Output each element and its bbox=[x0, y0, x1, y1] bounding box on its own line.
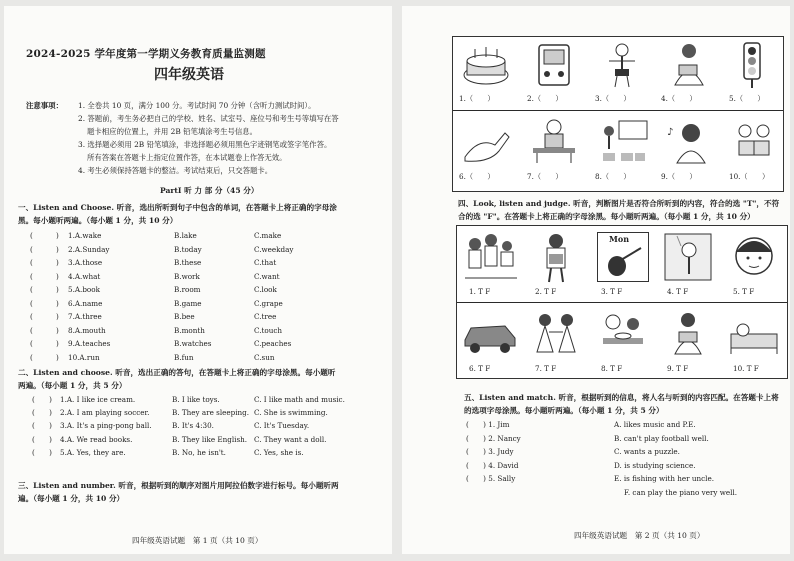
exam-header-title: 2024-2025 学年度第一学期义务教育质量监测题 bbox=[26, 48, 266, 60]
match-option-item: B. can't play football well. bbox=[614, 433, 709, 443]
section5-title-cont: 的选项字母涂黑。每小题听两遍。（每小题 1 分，共 5 分） bbox=[464, 406, 664, 415]
option-a: 5.A. Yes, they are. bbox=[60, 447, 126, 457]
kids-eating-icon bbox=[593, 308, 651, 358]
option-a: 10.A.run bbox=[68, 352, 100, 362]
option-a: 3.A.those bbox=[68, 258, 103, 267]
reading-person-icon bbox=[661, 41, 715, 89]
option-a: 4.A. We read books. bbox=[60, 434, 133, 444]
answer-bracket: ( ) bbox=[32, 447, 52, 457]
option-c: C.sun bbox=[254, 352, 275, 362]
option-c: C. Yes, she is. bbox=[254, 447, 304, 457]
answer-bracket-open: ( bbox=[30, 244, 33, 254]
option-a: 3.A. It's a ping-pong ball. bbox=[60, 421, 152, 431]
violin-icon bbox=[601, 246, 645, 278]
option-b: B.fun bbox=[174, 352, 194, 362]
girl-reading-icon bbox=[659, 308, 717, 358]
match-name-item: ( ) 1. Jim bbox=[466, 420, 510, 429]
option-a: 8.A.mouth bbox=[68, 325, 106, 335]
section3-title: 三、Listen and number. 听音，根据听到的顺序对图片用阿拉伯数字进行标号。每小题听两 bbox=[18, 481, 339, 490]
answer-bracket-close: ) bbox=[56, 244, 59, 254]
section3-title-cont: 遍。（每小题 1 分，共 10 分） bbox=[18, 494, 125, 503]
option-b: B.game bbox=[174, 298, 202, 308]
option-b: B. No, he isn't. bbox=[172, 447, 226, 457]
option-b: B.work bbox=[174, 271, 200, 281]
option-b: B.lake bbox=[174, 231, 197, 240]
monday-violin-card bbox=[593, 230, 651, 284]
option-b: B.bee bbox=[174, 312, 195, 321]
kids-dancing-icon bbox=[527, 308, 585, 358]
option-c: C.grape bbox=[254, 298, 283, 308]
answer-bracket-open: ( bbox=[30, 339, 33, 348]
picture-number-label: 5.（ ） bbox=[729, 94, 765, 103]
option-a: 6.A.name bbox=[68, 298, 103, 308]
game-console-icon bbox=[527, 41, 581, 89]
answer-bracket-open: ( bbox=[30, 352, 33, 362]
option-c: C.want bbox=[254, 271, 280, 281]
option-c: C.weekday bbox=[254, 244, 294, 254]
answer-bracket-close: ) bbox=[56, 325, 59, 335]
car-icon bbox=[461, 308, 519, 358]
section2-title: 二、Listen and choose. 听音，选出正确的答句，在答题卡上将正确的字母涂黑。每小题听 bbox=[18, 368, 336, 377]
match-option-item: E. is fishing with her uncle. bbox=[614, 474, 714, 483]
match-option-item: C. wants a puzzle. bbox=[614, 447, 680, 456]
option-c: C.that bbox=[254, 258, 277, 267]
picture-number-label: 2.（ ） bbox=[527, 94, 563, 103]
match-option-item: F. can play the piano very well. bbox=[624, 487, 738, 497]
answer-bracket: ( ) bbox=[32, 395, 52, 404]
true-false-label: 5. T F bbox=[733, 287, 755, 296]
answer-bracket: ( ) bbox=[32, 421, 52, 431]
answer-bracket-open: ( bbox=[30, 285, 33, 294]
answer-bracket-close: ) bbox=[56, 352, 59, 362]
girl-face-icon bbox=[725, 230, 783, 284]
option-b: B. It's 4:30. bbox=[172, 421, 214, 431]
true-false-label: 10. T F bbox=[733, 364, 759, 373]
kids-reading-icon bbox=[729, 117, 779, 165]
picture-number-label: 4.（ ） bbox=[661, 94, 697, 103]
option-c: C. I like math and music. bbox=[254, 395, 345, 404]
answer-bracket-open: ( bbox=[30, 298, 33, 308]
option-c: C.peaches bbox=[254, 339, 292, 348]
match-name-item: ( ) 5. Sally bbox=[466, 474, 516, 483]
picture-number-label: 8.（ ） bbox=[595, 172, 631, 181]
picture-number-label: 1.（ ） bbox=[459, 94, 495, 103]
answer-bracket: ( ) bbox=[32, 434, 52, 444]
match-name-item: ( ) 3. Judy bbox=[466, 447, 514, 456]
option-a: 1.A.wake bbox=[68, 231, 102, 240]
option-b: B. They are sleeping. bbox=[172, 408, 250, 418]
picture-number-label: 6.（ ） bbox=[459, 172, 495, 181]
true-false-label: 9. T F bbox=[667, 364, 689, 373]
option-b: B.these bbox=[174, 258, 202, 267]
boy-at-desk-icon bbox=[527, 117, 581, 165]
option-c: C.touch bbox=[254, 325, 283, 335]
option-a: 2.A. I am playing soccer. bbox=[60, 408, 150, 418]
answer-bracket-close: ) bbox=[56, 285, 59, 294]
note-line: 题卡相应的位置上，并用 2B 铅笔填涂考生号信息。 bbox=[87, 127, 258, 136]
girl-singing-icon bbox=[661, 117, 715, 165]
hand-writing-icon bbox=[459, 117, 513, 165]
answer-bracket-close: ) bbox=[56, 271, 59, 281]
answer-bracket-close: ) bbox=[56, 298, 59, 308]
section1-title-cont: 黑。每小题听两遍。（每小题 1 分，共 10 分） bbox=[18, 216, 178, 225]
page-footer: 四年级英语试题 第 1 页（共 10 页） bbox=[132, 536, 263, 545]
note-line: 所有答案在答题卡上指定位置作答，在本试题卷上作答无效。 bbox=[87, 153, 287, 162]
option-b: B.watches bbox=[174, 339, 212, 348]
answer-bracket: ( ) bbox=[32, 408, 52, 418]
picture-number-label: 3.（ ） bbox=[595, 94, 631, 103]
section4-title-cont: 合的选 "F"。在答题卡上将正确的字母涂黑。每小题听两遍。（每小题 1 分，共 10 分） bbox=[458, 212, 755, 221]
answer-bracket-open: ( bbox=[30, 312, 33, 321]
answer-bracket-close: ) bbox=[56, 231, 59, 240]
option-a: 1.A. I like ice cream. bbox=[60, 395, 136, 404]
option-a: 5.A.book bbox=[68, 285, 100, 294]
section5-title: 五、Listen and match. 听音，根据听到的信息，将人名与听到的内容匹配。在答题卡上将 bbox=[464, 393, 779, 402]
answer-bracket-close: ) bbox=[56, 339, 59, 348]
answer-bracket-close: ) bbox=[56, 258, 59, 267]
mon-label: Mon bbox=[609, 234, 630, 244]
subject-title: 四年级英语 bbox=[154, 67, 224, 83]
section4-title: 四、Look, listen and judge. 听音，判断图片是否符合所听到的内容，符合的选 "T"，不符 bbox=[458, 199, 780, 208]
option-c: C.look bbox=[254, 285, 277, 294]
boy-swimming-trunks-icon bbox=[595, 41, 649, 89]
option-b: B.today bbox=[174, 244, 202, 254]
answer-bracket-open: ( bbox=[30, 231, 33, 240]
true-false-label: 2. T F bbox=[535, 287, 557, 296]
part1-title: PartⅠ 听 力 部 分（45 分） bbox=[160, 186, 259, 195]
match-option-item: A. likes music and P.E. bbox=[614, 420, 696, 429]
match-option-item: D. is studying science. bbox=[614, 460, 696, 470]
note-line: 2. 答题前，考生务必把自己的学校、姓名、试室号、座位号和考生号等填写在答 bbox=[78, 114, 339, 123]
section1-title: 一、Listen and Choose. 听音，选出所听到句子中包含的单词，在答题卡上将正确的字母涂 bbox=[18, 203, 337, 212]
traffic-light-icon bbox=[729, 41, 779, 89]
note-line: 1. 全卷共 10 页，满分 100 分。考试时间 70 分钟（含听力测试时间）。 bbox=[78, 101, 316, 110]
note-line: 4. 考生必须保持答题卡的整洁。考试结束后，只交答题卡。 bbox=[78, 166, 273, 175]
section3-picture-grid bbox=[452, 36, 784, 192]
picture-number-label: 7.（ ） bbox=[527, 172, 563, 181]
match-name-item: ( ) 2. Nancy bbox=[466, 433, 521, 443]
answer-bracket-open: ( bbox=[30, 258, 33, 267]
option-c: C.make bbox=[254, 231, 282, 240]
page-footer: 四年级英语试题 第 2 页（共 10 页） bbox=[574, 531, 705, 540]
option-b: B. They like English. bbox=[172, 434, 248, 444]
birthday-cake-icon bbox=[459, 41, 513, 89]
option-c: C. They want a doll. bbox=[254, 434, 327, 444]
picture-number-label: 9.（ ） bbox=[661, 172, 697, 181]
true-false-label: 1. T F bbox=[469, 287, 491, 296]
boy-holding-book-icon bbox=[527, 230, 585, 284]
option-a: 7.A.three bbox=[68, 312, 102, 321]
option-b: B. I like toys. bbox=[172, 395, 220, 404]
option-c: C.tree bbox=[254, 312, 277, 321]
section2-title-cont: 两遍。（每小题 1 分，共 5 分） bbox=[18, 381, 127, 390]
sick-child-bed-icon bbox=[725, 308, 783, 358]
note-line: 3. 选择题必须用 2B 铅笔填涂，非选择题必须用黑色字迹钢笔或签字笔作答。 bbox=[78, 140, 332, 149]
exam-page-1 bbox=[4, 6, 392, 554]
family-picnic-icon bbox=[461, 230, 519, 284]
option-c: C. She is swimming. bbox=[254, 408, 328, 418]
option-b: B.room bbox=[174, 285, 201, 294]
option-a: 4.A.what bbox=[68, 271, 101, 281]
option-c: C. It's Tuesday. bbox=[254, 421, 310, 431]
option-b: B.month bbox=[174, 325, 205, 335]
true-false-label: 8. T F bbox=[601, 364, 623, 373]
boy-in-shower-icon bbox=[659, 230, 717, 284]
true-false-label: 6. T F bbox=[469, 364, 491, 373]
true-false-label: 4. T F bbox=[667, 287, 689, 296]
match-name-item: ( ) 4. David bbox=[466, 460, 519, 470]
answer-bracket-close: ) bbox=[56, 312, 59, 321]
svg-text:♪: ♪ bbox=[667, 127, 674, 138]
option-a: 9.A.teaches bbox=[68, 339, 111, 348]
answer-bracket-open: ( bbox=[30, 325, 33, 335]
true-false-label: 7. T F bbox=[535, 364, 557, 373]
answer-bracket-open: ( bbox=[30, 271, 33, 281]
notes-label: 注意事项： bbox=[26, 101, 63, 110]
true-false-label: 3. T F bbox=[601, 287, 623, 296]
option-a: 2.A.Sunday bbox=[68, 244, 110, 254]
picture-number-label: 10.（ ） bbox=[729, 172, 770, 181]
classroom-teacher-icon bbox=[595, 117, 649, 165]
section4-picture-grid bbox=[456, 225, 788, 379]
exam-page-2 bbox=[402, 6, 790, 554]
